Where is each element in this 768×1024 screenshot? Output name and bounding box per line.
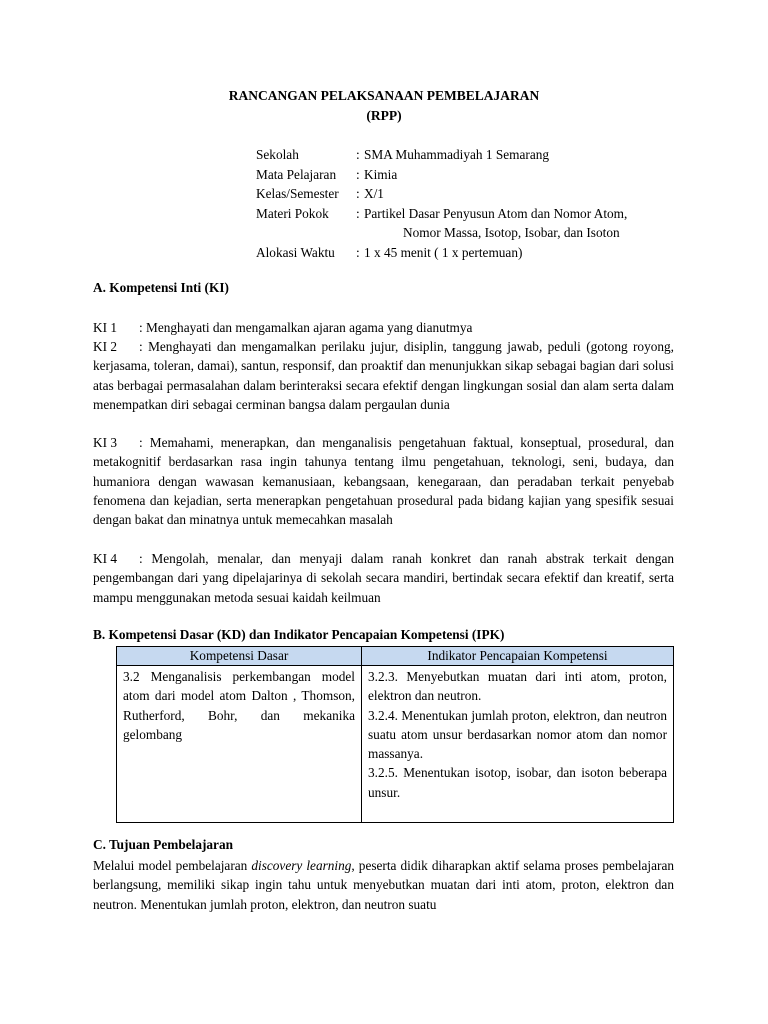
info-label: Mata Pelajaran xyxy=(256,166,337,182)
section-b-heading: B. Kompetensi Dasar (KD) dan Indikator Pencapaian Kompetensi (IPK) xyxy=(93,627,505,642)
info-label: Materi Pokok xyxy=(256,205,329,221)
section-a-heading: A. Kompetensi Inti (KI) xyxy=(93,280,229,295)
info-label: Sekolah xyxy=(256,147,299,162)
tujuan-text-start: Melalui model pembelajaran xyxy=(93,858,252,873)
kd-ipk-table xyxy=(116,646,674,823)
indicator-item: 3.2.5. Menentukan isotop, isobar, dan isoton beberapa unsur. xyxy=(368,765,667,800)
table-header-ipk: Indikator Pencapaian Kompetensi xyxy=(362,647,674,666)
document-title: RANCANGAN PELAKSANAAN PEMBELAJARAN xyxy=(228,88,540,103)
info-separator: : xyxy=(356,244,360,260)
info-row-kelas-semester xyxy=(256,184,627,204)
info-value: Partikel Dasar Penyusun Atom dan Nomor Atom, xyxy=(364,205,628,221)
ki-code: KI 2 xyxy=(93,339,118,354)
ki-code: KI 1 xyxy=(93,320,118,335)
info-separator: : xyxy=(356,166,360,182)
info-row-materi-pokok xyxy=(256,204,627,224)
document-subtitle: (RPP) xyxy=(366,108,402,123)
ki-text: : Menghayati dan mengamalkan ajaran agama yang dianutmya xyxy=(139,320,473,335)
section-c-heading: C. Tujuan Pembelajaran xyxy=(93,837,234,852)
info-row-alokasi-waktu xyxy=(256,243,627,263)
info-separator: : xyxy=(356,147,360,162)
indicator-item: 3.2.4. Menentukan jumlah proton, elektron, dan neutron suatu atom unsur berdasarkan nomor atom dan nomor massanya. xyxy=(368,707,667,762)
ki-code: KI 3 xyxy=(93,435,118,450)
indicator-item: 3.2.3. Menyebutkan muatan dari inti atom, proton, elektron dan neutron. xyxy=(368,669,667,704)
ki-4-paragraph xyxy=(93,549,674,607)
info-separator: : xyxy=(356,205,360,221)
info-value: X/1 xyxy=(364,186,384,201)
table-header-kd: Kompetensi Dasar xyxy=(117,647,362,666)
kd-cell: 3.2 Menganalisis perkembangan model atom dari model atom Dalton , Thomson, Rutherford, Bohr, dan mekanika gelombang xyxy=(117,666,362,823)
info-value-continuation: Nomor Massa, Isotop, Isobar, dan Isoton xyxy=(403,225,620,240)
info-separator: : xyxy=(356,186,360,201)
table-header-row xyxy=(117,647,674,666)
info-value: 1 x 45 menit ( 1 x pertemuan) xyxy=(364,244,523,260)
ki-text: : Memahami, menerapkan, dan menganalisis pengetahuan faktual, konseptual, prosedural, dan metakognitif berdasarkan rasa ingin tahunya tentang ilmu pengetahuan, teknologi, seni, budaya, dan humaniora dengan wawasan kemanusiaan, kebangsaan, kenegaraan, dan peradaban terkait penyebab fenomena dan kejadian, serta menerapkan pengetahuan prosedural pada bidang kajian yang spesifik sesuai dengan bakat dan minatnya untuk memecahkan masalah xyxy=(93,435,674,528)
info-value: SMA Muhammadiyah 1 Semarang xyxy=(364,147,550,162)
ki-1-paragraph xyxy=(93,318,674,337)
ipk-cell xyxy=(362,666,674,823)
table-row xyxy=(117,666,674,823)
info-label: Alokasi Waktu xyxy=(256,244,335,260)
info-label: Kelas/Semester xyxy=(256,186,339,201)
info-row-mata-pelajaran xyxy=(256,165,627,185)
tujuan-italic-term: discovery learning xyxy=(251,858,352,873)
ki-2-paragraph xyxy=(93,337,674,414)
info-value: Kimia xyxy=(364,166,398,182)
ki-text: : Menghayati dan mengamalkan perilaku jujur, disiplin, tanggung jawab, peduli (gotong royong, kerjasama, toleran, damai), santun, responsif, dan proaktif dan menunjukkan sikap sebagai bagian dari solusi atas berbagai permasalahan dalam berinteraksi secara efektif dengan lingkungan sosial dan alam serta dalam menempatkan diri sebagai cerminan bangsa dalam pergaulan dunia xyxy=(93,339,674,412)
identity-block xyxy=(256,145,627,262)
tujuan-paragraph xyxy=(93,856,674,914)
tujuan-text-rest: , peserta didik diharapkan aktif selama proses pembelajaran berlangsung, memiliki sikap ingin tahu untuk menyebutkan muatan dari inti atom, proton, elektron dan neutron. Menentukan jumlah proton, elektron, dan neutron suatu xyxy=(93,858,674,912)
info-row-sekolah xyxy=(256,145,627,165)
ki-3-paragraph xyxy=(93,433,674,529)
ki-text: : Mengolah, menalar, dan menyaji dalam ranah konkret dan ranah abstrak terkait dengan pengembangan dari yang dipelajarinya di sekolah secara mandiri, bertindak secara efektif dan kreatif, serta mampu menggunakan metoda sesuai kaidah keilmuan xyxy=(93,551,674,605)
ki-code: KI 4 xyxy=(93,551,118,566)
